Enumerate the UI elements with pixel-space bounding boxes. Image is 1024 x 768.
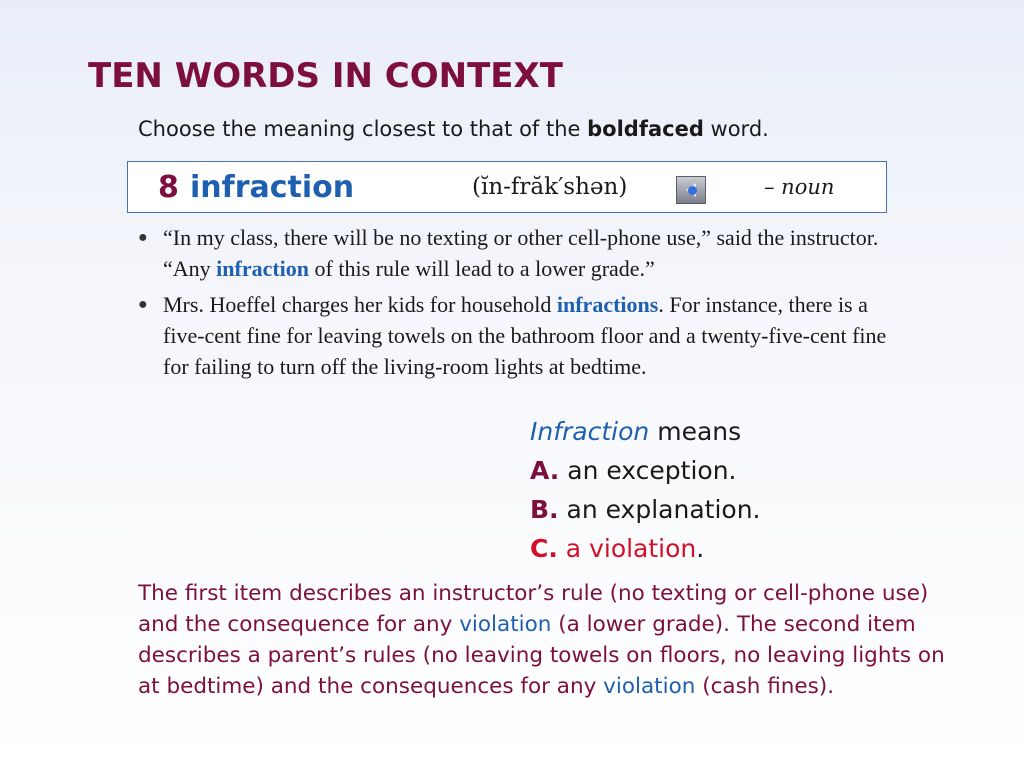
bullet-icon: ●: [138, 229, 148, 246]
example-2-keyword: infractions: [556, 292, 659, 317]
explanation-part-1: The first item describes an instructor’s rule (no texting or cell-phone use) and the consequence for any: [138, 581, 929, 637]
option-a-letter: A.: [530, 456, 560, 485]
option-c-letter: C.: [530, 534, 558, 563]
page-title: TEN WORDS IN CONTEXT: [88, 56, 563, 96]
word-entry-box: [127, 161, 887, 213]
option-a-text: an exception.: [559, 456, 737, 485]
question-word: Infraction: [530, 417, 650, 446]
part-of-speech: – noun: [764, 175, 835, 199]
option-b-letter: B.: [530, 495, 559, 524]
example-1-before: “In my class, there will be no texting or other cell-phone use,” said the instructor. “Any: [163, 225, 879, 281]
option-b-text: an explanation.: [558, 495, 761, 524]
option-c[interactable]: [530, 529, 761, 568]
example-item-2: [138, 289, 898, 382]
explanation-part-2: (a lower grade). The second item describes a parent’s rules (no leaving towels on floors, no leaving lights on at bedtime) and the consequences for any: [138, 612, 945, 699]
option-c-text: a violation: [557, 534, 697, 563]
vocab-word: infraction: [190, 170, 355, 205]
question-block: [530, 412, 761, 568]
explanation-part-3: (cash fines).: [695, 674, 835, 699]
option-a[interactable]: [530, 451, 761, 490]
example-2-after: . For instance, there is a five-cent fine for leaving towels on the bathroom floor and a twenty-five-cent fine for failing to turn off the living-room lights at bedtime.: [163, 292, 887, 379]
bullet-icon: ●: [138, 296, 148, 313]
word-number: 8: [158, 170, 179, 205]
instruction-text: [138, 117, 769, 141]
option-b[interactable]: [530, 490, 761, 529]
explanation-highlight-1: violation: [459, 612, 552, 637]
speaker-dot-shape: [688, 186, 697, 195]
question-means: means: [649, 417, 742, 446]
explanation-text: [138, 578, 948, 702]
example-item-1: [138, 222, 898, 284]
question-stem: [530, 412, 761, 451]
option-c-suffix: .: [696, 534, 705, 563]
example-1-keyword: infraction: [216, 256, 310, 281]
pronunciation: (ĭn-frăk′shən): [472, 174, 628, 200]
example-2-before: Mrs. Hoeffel charges her kids for household: [163, 292, 557, 317]
instruction-before: Choose the meaning closest to that of the: [138, 117, 588, 141]
speaker-icon[interactable]: [676, 176, 706, 204]
instruction-bold-word: boldfaced: [587, 117, 704, 141]
example-sentences: [138, 222, 898, 387]
example-1-after: of this rule will lead to a lower grade.”: [309, 256, 655, 281]
explanation-highlight-2: violation: [603, 674, 696, 699]
instruction-after: word.: [703, 117, 769, 141]
